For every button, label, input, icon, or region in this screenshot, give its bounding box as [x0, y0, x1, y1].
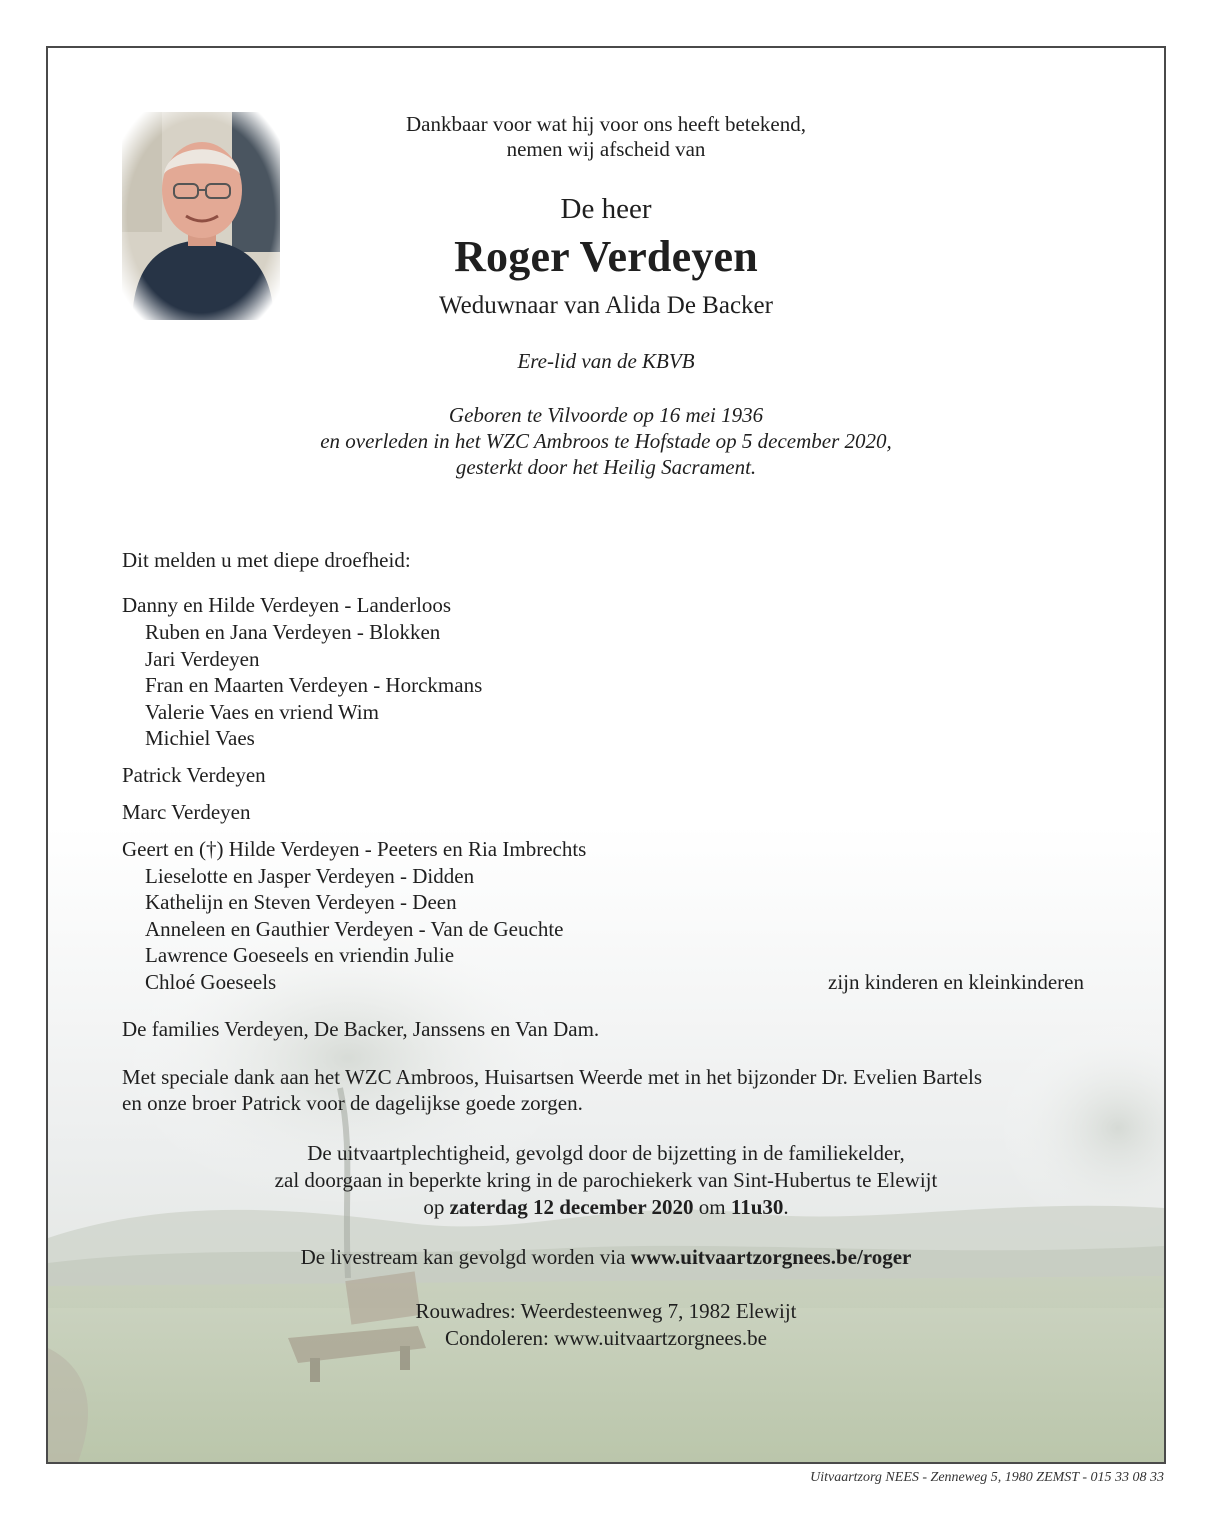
family-member: Ruben en Jana Verdeyen - Blokken — [145, 620, 441, 644]
livestream-label: De livestream kan gevolgd worden via — [300, 1245, 631, 1269]
mourning-address: Rouwadres: Weerdesteenweg 7, 1982 Elewijt — [415, 1299, 797, 1323]
family-member: Anneleen en Gauthier Verdeyen - Van de Geuchte — [145, 917, 564, 941]
service-date: zaterdag 12 december 2020 — [449, 1195, 694, 1219]
family-member: Lieselotte en Jasper Verdeyen - Didden — [145, 864, 475, 888]
service-date-suffix: . — [783, 1195, 789, 1219]
family-intro: Dit melden u met diepe droefheid: — [122, 548, 411, 572]
birth-death-details — [48, 402, 1164, 480]
born-line-1: Geboren te Vilvoorde op 16 mei 1936 — [448, 403, 764, 427]
service-date-prefix: op — [423, 1195, 450, 1219]
born-line-2: en overleden in het WZC Ambroos te Hofstade op 5 december 2020, — [320, 429, 892, 453]
service-line-2: zal doorgaan in beperkte kring in de parochiekerk van Sint-Hubertus te Elewijt — [274, 1168, 938, 1192]
widow-line: Weduwnaar van Alida De Backer — [439, 292, 773, 319]
intro-line-1: Dankbaar voor wat hij voor ons heeft betekend, — [405, 112, 807, 136]
thanks-text — [122, 1064, 982, 1116]
family-member: Michiel Vaes — [145, 726, 255, 750]
family-member: Kathelijn en Steven Verdeyen - Deen — [145, 890, 457, 914]
service-line-3 — [48, 1194, 1164, 1221]
family-member: Fran en Maarten Verdeyen - Horckmans — [145, 673, 483, 697]
extended-families: De families Verdeyen, De Backer, Janssens en Van Dam. — [122, 1017, 600, 1041]
intro-line-2: nemen wij afscheid van — [506, 137, 706, 161]
service-time-prefix: om — [693, 1195, 731, 1219]
family-group-3: Marc Verdeyen — [122, 800, 251, 824]
thanks-line-2: en onze broer Patrick voor de dagelijkse goede zorgen. — [122, 1091, 583, 1115]
intro-text — [48, 112, 1164, 162]
deceased-title: De heer — [560, 193, 652, 225]
born-line-3: gesterkt door het Heilig Sacrament. — [455, 455, 757, 479]
deceased-name: Roger Verdeyen — [454, 232, 758, 281]
family-member: Chloé Goeseels — [145, 970, 277, 994]
livestream-link[interactable]: www.uitvaartzorgnees.be/roger — [630, 1245, 912, 1269]
service-line-1: De uitvaartplechtigheid, gevolgd door de bijzetting in de familiekelder, — [307, 1141, 905, 1165]
service-details — [48, 1140, 1164, 1221]
livestream-line — [48, 1244, 1164, 1271]
contact-details — [48, 1298, 1164, 1352]
family-relation: zijn kinderen en kleinkinderen — [828, 970, 1084, 994]
thanks-line-1: Met speciale dank aan het WZC Ambroos, Huisartsen Weerde met in het bijzonder Dr. Evelien Bartels — [122, 1065, 983, 1089]
service-time: 11u30 — [730, 1195, 784, 1219]
family-group-2: Patrick Verdeyen — [122, 763, 266, 787]
honor-line: Ere-lid van de KBVB — [517, 349, 695, 373]
family-group-4: Geert en (†) Hilde Verdeyen - Peeters en Ria Imbrechts — [122, 837, 587, 861]
family-member: Jari Verdeyen — [145, 647, 260, 671]
obituary-card — [46, 46, 1166, 1464]
condolence-link[interactable]: Condoleren: www.uitvaartzorgnees.be — [445, 1326, 767, 1350]
family-member: Lawrence Goeseels en vriendin Julie — [145, 943, 455, 967]
undertaker-footer: Uitvaartzorg NEES - Zenneweg 5, 1980 ZEMST - 015 33 08 33 — [810, 1470, 1164, 1485]
family-member: Valerie Vaes en vriend Wim — [145, 700, 379, 724]
family-group-1: Danny en Hilde Verdeyen - Landerloos — [122, 593, 452, 617]
